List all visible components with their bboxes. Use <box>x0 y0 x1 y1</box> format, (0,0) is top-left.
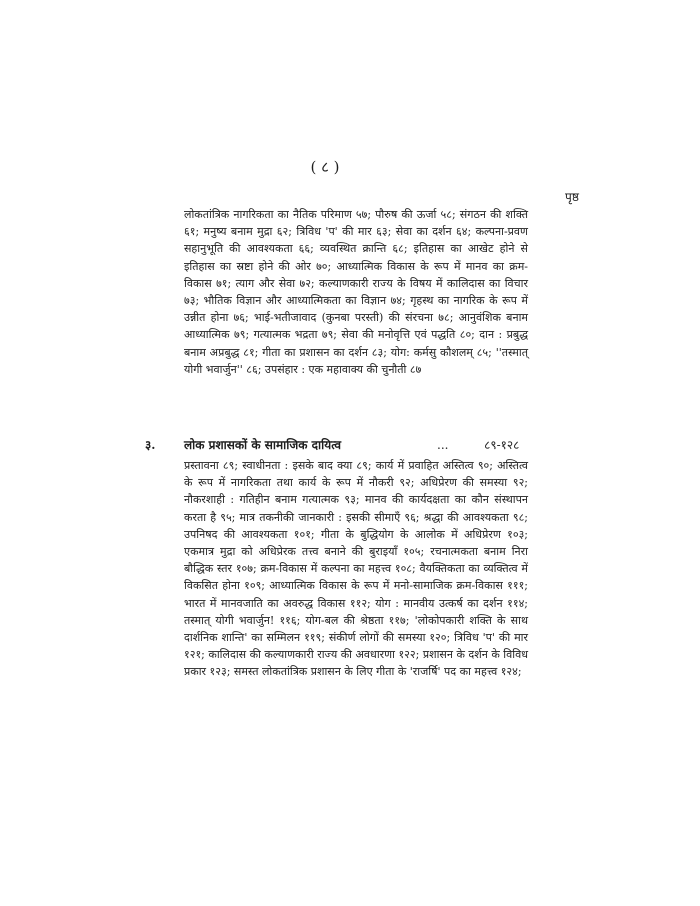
page-number: ( ८ ) <box>310 158 340 176</box>
chapter-heading <box>145 436 585 454</box>
chapter-number: ३. <box>145 438 156 452</box>
continued-entry-text: लोकतांत्रिक नागरिकता का नैतिक परिमाण ५७; पौरुष की ऊर्जा ५८; संगठन की शक्ति ६१; मनुष्य बनाम मुद्रा ६२; त्रिविध 'प' की मार ६३; सेवा का दर्शन ६४; कल्पना-प्रवण सहानुभूति की आवश्यकता ६६; व्यवस्थित क्रान्ति ६८; इतिहास का आखेट होने से इतिहास का स्रष्टा होने की ओर ७०; आध्यात्मिक विकास के रूप में मानव का क्रम-विकास ७१; त्याग और सेवा ७२; कल्याणकारी राज्य के विषय में कालिदास का विचार ७३; भौतिक विज्ञान और आध्यात्मिकता का विज्ञान ७४; गृहस्थ का नागरिक के रूप में उन्नीत होना ७६; भाई-भतीजावाद (कुनबा परस्ती) की संरचना ७८; आनुवंशिक बनाम आध्यात्मिक ७९; गत्यात्मक भद्रता ७९; सेवा की मनोवृत्ति एवं पद्धति ८०; दान : प्रबुद्ध बनाम अप्रबुद्ध ८१; गीता का प्रशासन का दर्शन ८३; योग: कर्मसु कौशलम् ८५; ''तस्मात् योगी भवार्जुन'' ८६; उपसंहार : एक महावाक्य की चुनौती ८७ <box>184 208 528 376</box>
chapter-page-range-value: ८९-१२८ <box>484 438 520 452</box>
chapter-leader-dots: ... <box>437 438 449 452</box>
chapter-page-range <box>437 436 519 453</box>
chapter-title: लोक प्रशासकों के सामाजिक दायित्व <box>184 438 342 452</box>
page-column-label: पृष्ठ <box>565 190 579 204</box>
chapter-entry-text: प्रस्तावना ८९; स्वाधीनता : इसके बाद क्या ८९; कार्य में प्रवाहित अस्तित्व ९०; अस्तित्व के रूप में नागरिकता तथा कार्य के रूप में नौकरी ९२; अधिप्रेरण की समस्या ९२; नौकरशाही : गतिहीन बनाम गत्यात्मक ९३; मानव की कार्यदक्षता का कौन संस्थापन करता है ९५; मात्र तकनीकी जानकारी : इसकी सीमाएँ ९६; श्रद्धा की आवश्यकता ९८; उपनिषद की आवश्यकता १०१; गीता के बुद्धियोग के आलोक में अधिप्रेरण १०३; एकमात्र मुद्रा को अधिप्रेरक तत्त्व बनाने की बुराइयाँ १०५; रचनात्मकता बनाम निरा बौद्धिक स्तर १०७; क्रम-विकास में कल्पना का महत्त्व १०८; वैयक्तिकता का व्यक्तित्व में विकसित होना १०९; आध्यात्मिक विकास के रूप में मनो-सामाजिक क्रम-विकास १११; भारत में मानवजाति का अवरुद्ध विकास ११२; योग : मानवीय उत्कर्ष का दर्शन ११४; तस्मात् योगी भवार्जुन! ११६; योग-बल की श्रेष्ठता ११७; 'लोकोपकारी शक्ति के साथ दार्शनिक शान्ति' का सम्मिलन ११९; संकीर्ण लोगों की समस्या १२०; त्रिविध 'प' की मार १२१; कालिदास की कल्याणकारी राज्य की अवधारणा १२२; प्रशासन के दर्शन के विविध प्रकार १२३; समस्त लोकतांत्रिक प्रशासन के लिए गीता के 'राजर्षि' पद का महत्त्व १२४; <box>184 459 528 679</box>
